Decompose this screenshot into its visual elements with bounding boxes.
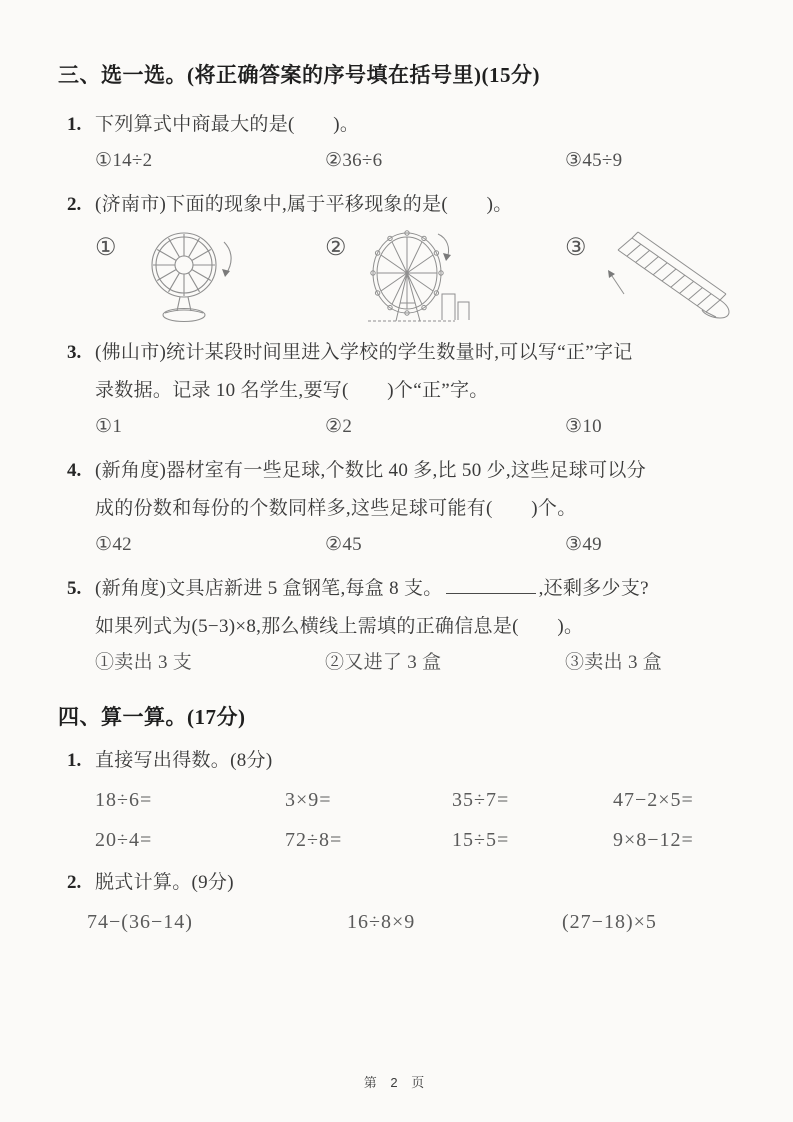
ferris-wheel-icon (352, 228, 477, 328)
page-number: 第 2 页 (363, 1075, 430, 1090)
section-choose-heading: 三、选一选。(将正确答案的序号填在括号里)(15分) (58, 63, 540, 87)
question-3-option-1: ①1 (95, 416, 123, 437)
question-1-body (95, 106, 775, 178)
question-4-options (95, 528, 775, 562)
question-4-text-line2: 成的份数和每份的个数同样多,这些足球可能有( )个。 (95, 498, 577, 519)
question-5-option-3: ③卖出 3 盒 (565, 652, 663, 673)
question-5-option-2: ②又进了 3 盒 (325, 652, 442, 673)
question-2-body (95, 186, 775, 330)
question-5 (58, 570, 775, 680)
mental-math-row-2 (95, 820, 775, 860)
figure-fan-label: ① (95, 235, 117, 261)
calc-sub2-body (87, 864, 775, 942)
problem-74-minus-paren: 74−(36−14) (87, 911, 193, 933)
question-1-option-1: ①14÷2 (95, 150, 153, 171)
question-1-option-3: ③45÷9 (565, 150, 623, 171)
problem-47-minus-2x5: 47−2×5= (613, 789, 694, 811)
figure-ferris-wheel-label: ② (325, 235, 347, 261)
question-4-option-3: ③49 (565, 534, 602, 555)
problem-paren-times-5: (27−18)×5 (562, 911, 657, 933)
question-5-body (95, 570, 775, 680)
question-4-number: 4. (67, 460, 82, 481)
problem-72-div-8: 72÷8= (285, 829, 343, 851)
question-1-options (95, 144, 775, 178)
problem-16-div-8-times-9: 16÷8×9 (347, 911, 416, 933)
step-calc-row (87, 902, 775, 942)
question-5-number: 5. (67, 578, 82, 599)
question-1-text: 下列算式中商最大的是( )。 (95, 114, 360, 135)
problem-3-times-9: 3×9= (285, 789, 332, 811)
question-5-text-line2: 如果列式为(5−3)×8,那么横线上需填的正确信息是( )。 (95, 616, 584, 637)
question-3-body (95, 334, 775, 444)
question-4-option-2: ②45 (325, 534, 362, 555)
fan-icon (122, 228, 272, 324)
problem-9x8-minus-12: 9×8−12= (613, 829, 694, 851)
question-5-text-line1 (95, 570, 775, 608)
calc-sub1-title: 直接写出得数。(8分) (95, 750, 273, 771)
figure-escalator-label: ③ (565, 235, 587, 261)
question-2-figures (95, 228, 775, 330)
figure-ferris-wheel (325, 228, 565, 330)
escalator-icon (592, 228, 742, 322)
question-3-text-line2: 录数据。记录 10 名学生,要写( )个“正”字。 (95, 380, 489, 401)
question-1-option-2: ②36÷6 (325, 150, 383, 171)
calc-sub2-title: 脱式计算。(9分) (95, 872, 234, 893)
question-5-fill-blank (446, 579, 536, 594)
question-3-option-2: ②2 (325, 416, 353, 437)
question-3-option-3: ③10 (565, 416, 602, 437)
question-4-option-1: ①42 (95, 534, 132, 555)
question-3-text-line1: (佛山市)统计某段时间里进入学校的学生数量时,可以写“正”字记 (95, 342, 633, 363)
problem-15-div-5: 15÷5= (452, 829, 510, 851)
problem-20-div-4: 20÷4= (95, 829, 153, 851)
calc-sub1-number: 1. (67, 750, 82, 771)
question-2 (58, 186, 775, 330)
calc-sub2 (58, 864, 775, 942)
question-2-number: 2. (67, 194, 82, 215)
question-4-text-line1: (新角度)器材室有一些足球,个数比 40 多,比 50 少,这些足球可以分 (95, 460, 647, 481)
question-5-text-after-blank: ,还剩多少支? (538, 578, 649, 599)
question-5-text-before-blank: (新角度)文具店新进 5 盒钢笔,每盒 8 支。 (95, 578, 443, 599)
question-3-number: 3. (67, 342, 82, 363)
question-2-text: (济南市)下面的现象中,属于平移现象的是( )。 (95, 194, 513, 215)
question-4-body (95, 452, 775, 562)
question-5-options (95, 646, 775, 680)
question-5-option-1: ①卖出 3 支 (95, 652, 193, 673)
calc-sub1 (58, 742, 775, 860)
question-3 (58, 334, 775, 444)
question-3-options (95, 410, 775, 444)
calc-sub2-number: 2. (67, 872, 82, 893)
question-1-number: 1. (67, 114, 82, 135)
section-calculate-heading: 四、算一算。(17分) (58, 705, 246, 729)
question-4 (58, 452, 775, 562)
problem-18-div-6: 18÷6= (95, 789, 153, 811)
question-1 (58, 106, 775, 178)
figure-escalator (565, 228, 775, 330)
problem-35-div-7: 35÷7= (452, 789, 510, 811)
calc-sub1-body (95, 742, 775, 860)
figure-fan (95, 228, 325, 330)
mental-math-row-1 (95, 780, 775, 820)
